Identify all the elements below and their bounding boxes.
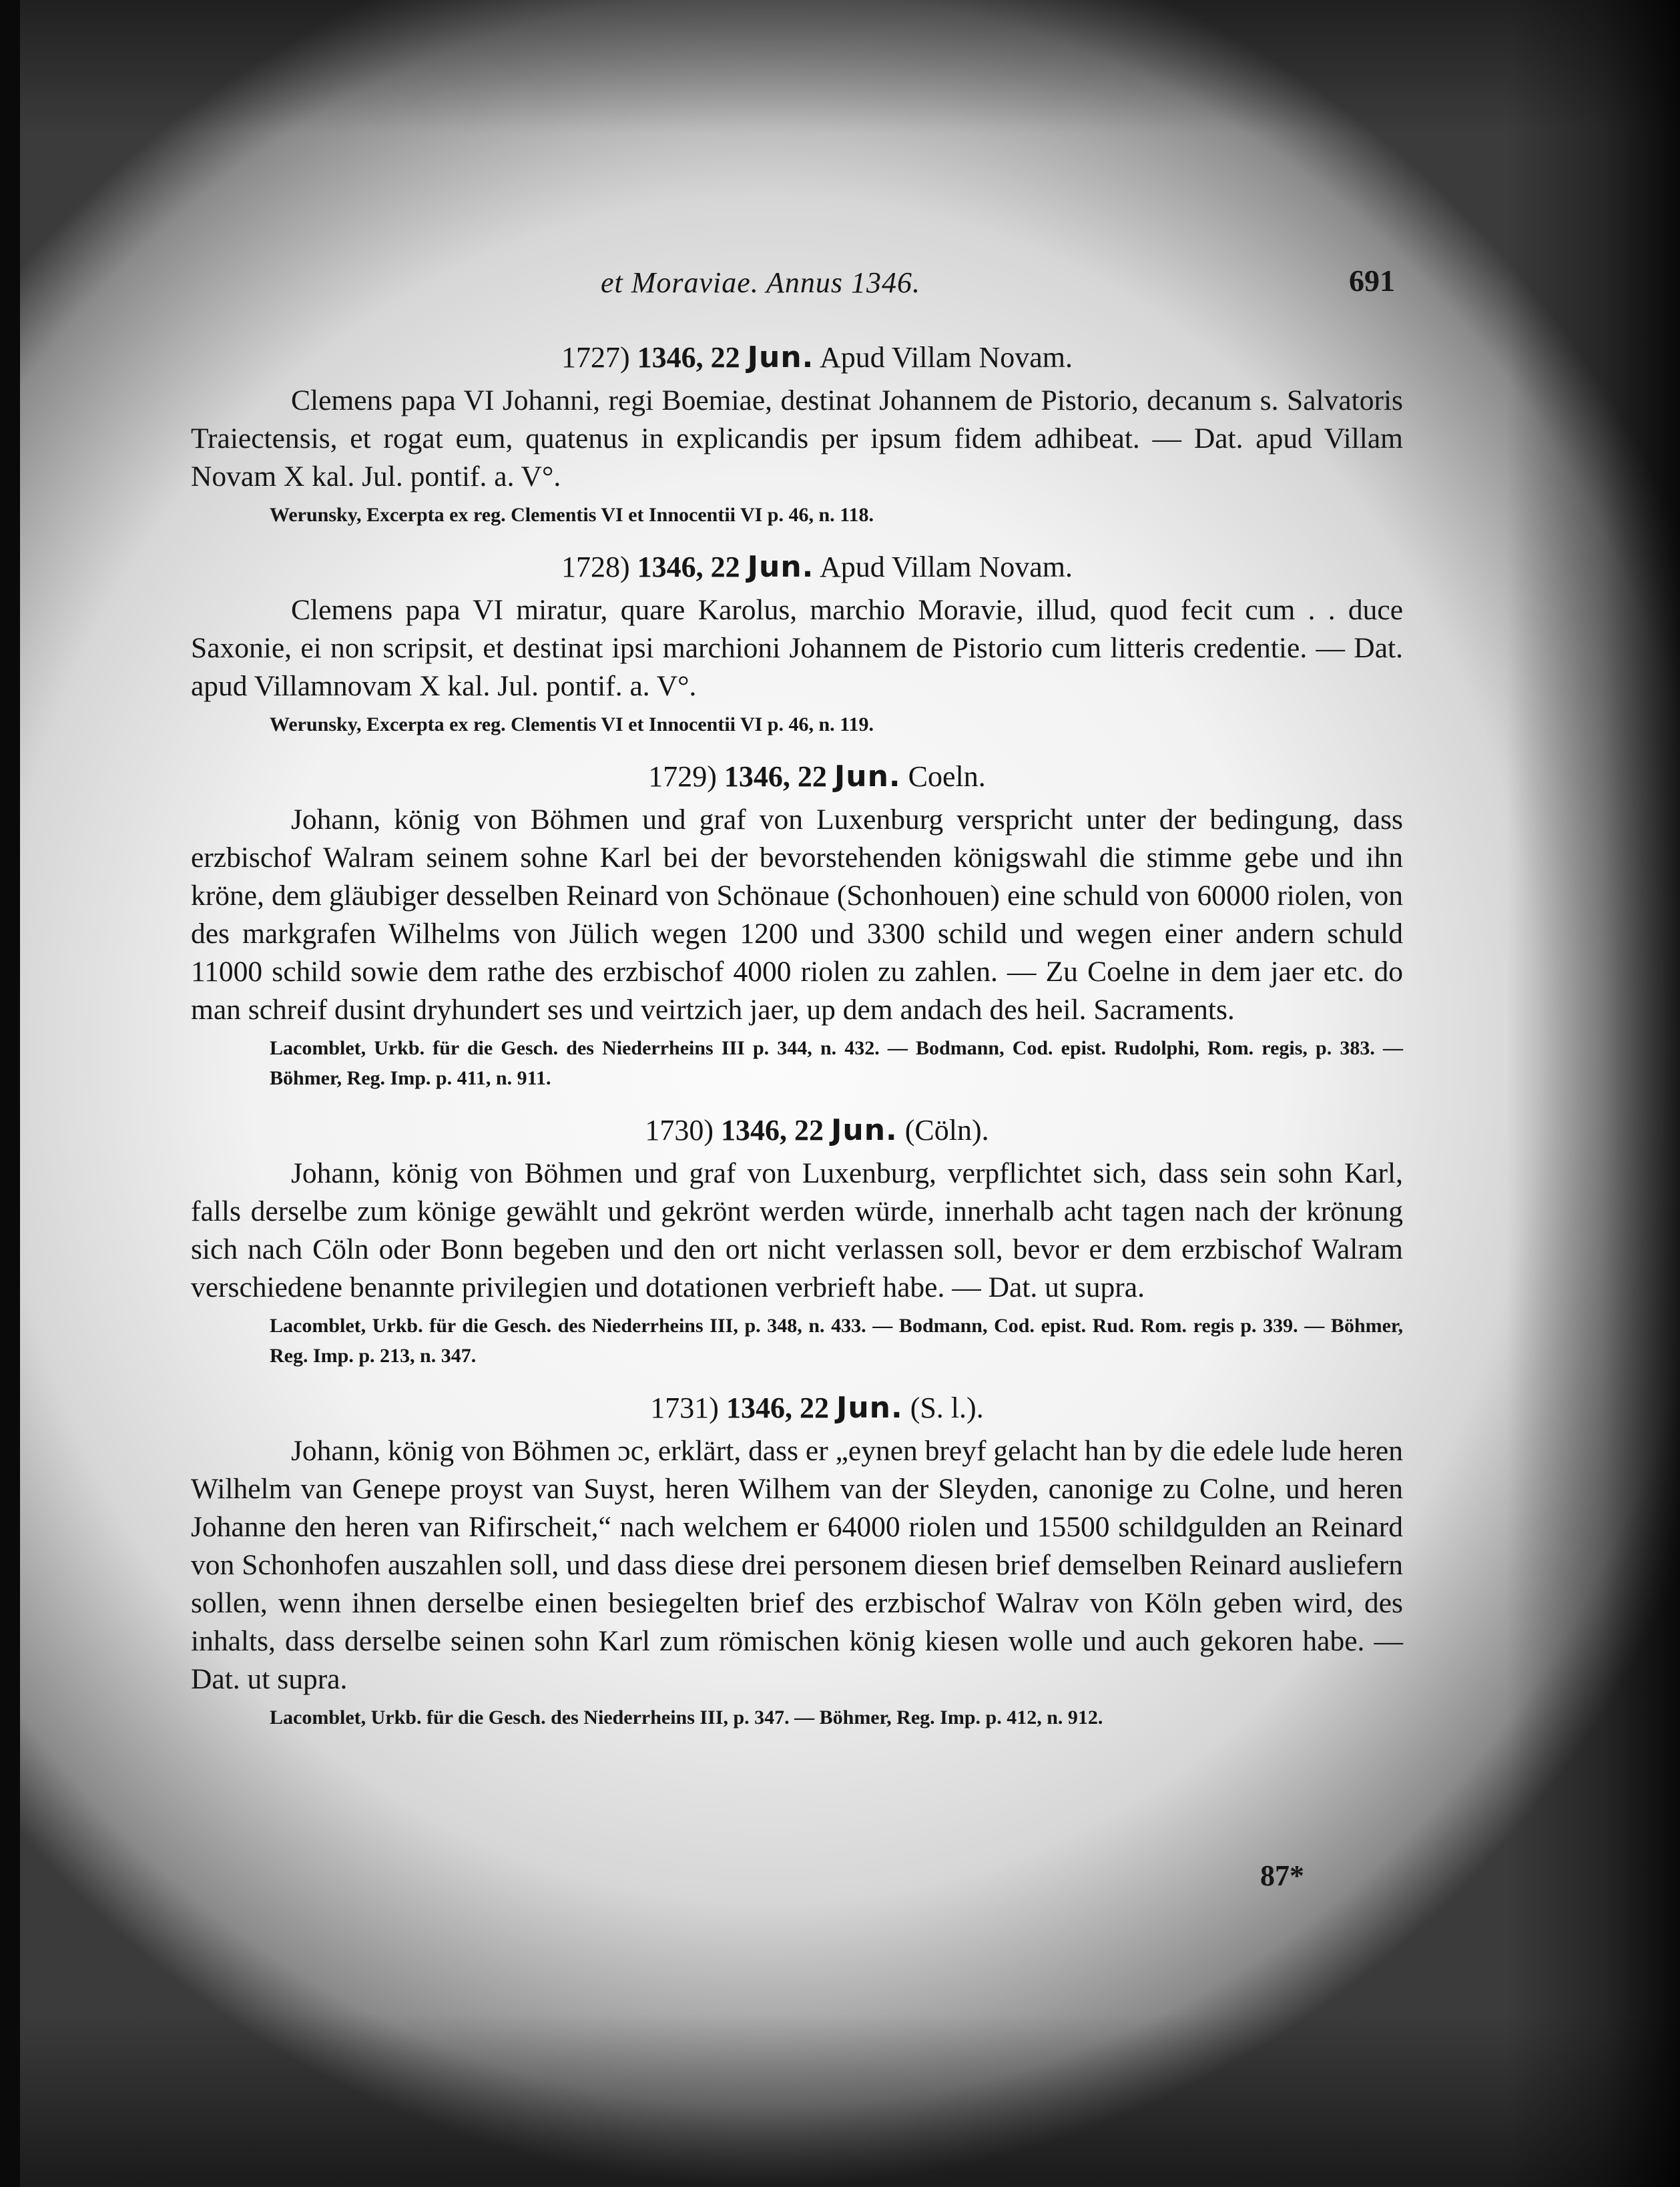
entry-number: 1731)	[650, 1391, 719, 1424]
entry-heading	[191, 547, 1403, 587]
entry-month: Jun.	[747, 550, 814, 584]
entry-place: Apud Villam Novam.	[819, 341, 1073, 374]
entry-body: Johann, könig von Böhmen und graf von Luxenburg, verpflichtet sich, dass sein sohn Karl, falls derselbe zum könige gewählt und gekrönt werden würde, innerhalb acht tagen nach der krönung sich nach Cöln oder Bonn begeben und den ort nicht verlassen soll, bevor er dem erzbischof Walram verschiedene benannte privilegien und dotationen verbrieft habe. — Dat. ut supra.	[191, 1157, 1403, 1303]
entry-month: Jun.	[836, 1391, 903, 1425]
entry-number: 1727)	[561, 341, 630, 374]
entry-1727	[191, 338, 1403, 530]
entry-place: (S. l.).	[910, 1391, 984, 1424]
entry-place: Apud Villam Novam.	[819, 551, 1073, 583]
page-number: 691	[1349, 264, 1395, 298]
entry-number: 1729)	[648, 760, 717, 793]
entry-date: 1346, 22	[721, 1114, 824, 1147]
entry-heading	[191, 757, 1403, 797]
running-title: et Moraviae. Annus 1346.	[601, 266, 921, 299]
entry-number: 1730)	[645, 1114, 714, 1147]
entry-date: 1346, 22	[637, 551, 740, 583]
entry-source: Lacomblet, Urkb. für die Gesch. des Niederrheins III, p. 347. — Böhmer, Reg. Imp. p. 412, n. 912.	[270, 1706, 1103, 1729]
signature-mark: 87*	[1260, 1859, 1304, 1892]
entry-month: Jun.	[831, 1113, 898, 1147]
entry-heading	[191, 1111, 1403, 1151]
entry-date: 1346, 22	[637, 341, 740, 374]
entry-place: (Cöln).	[904, 1114, 989, 1147]
entry-body: Johann, könig von Böhmen und graf von Luxenburg verspricht unter der bedingung, dass erzbischof Walram seinem sohne Karl bei der bevorstehenden königswahl die stimme gebe und ihn kröne, dem gläubiger desselben Reinard von Schönaue (Schonhouen) eine schuld von 60000 riolen, von des markgrafen Wilhelms von Jülich wegen 1200 und 3300 schild und wegen einer andern schuld 11000 schild sowie dem rathe des erzbischof 4000 riolen zu zahlen. — Zu Coelne in dem jaer etc. do man schreif dusint dryhundert ses und veirtzich jaer, up dem andach des heil. Sacraments.	[191, 804, 1403, 1026]
regesta-entries	[191, 338, 1403, 1750]
entry-1730	[191, 1111, 1403, 1371]
scan-left-edge	[0, 0, 20, 2187]
entry-place: Coeln.	[908, 760, 986, 793]
entry-1729	[191, 757, 1403, 1093]
entry-month: Jun.	[747, 340, 814, 374]
scan-shadow-bottom	[20, 2013, 1680, 2187]
entry-heading	[191, 338, 1403, 378]
entry-body: Johann, könig von Böhmen ɔc, erklärt, dass er „eynen breyf gelacht han by die edele lude heren Wilhelm van Genepe proyst van Suyst, heren Wilhem van der Sleyden, canonige zu Colne, und heren Johanne den heren van Rifirscheit,“ nach welchem er 64000 riolen und 15500 schildgulden an Reinard von Schonhofen auszahlen soll, und dass diese drei personem diesen brief demselben Reinard ausliefern sollen, wenn ihnen derselbe einen besiegelten brief des erzbischof Walrav von Köln geben wird, des inhalts, dass derselbe seinen sohn Karl zum römischen könig kiesen wolle und auch gekoren habe. — Dat. ut supra.	[191, 1435, 1403, 1695]
entry-heading	[191, 1388, 1403, 1428]
entry-source: Lacomblet, Urkb. für die Gesch. des Niederrheins III, p. 348, n. 433. — Bodmann, Cod. epist. Rud. Rom. regis p. 339. — Böhmer, Reg. Imp. p. 213, n. 347.	[270, 1315, 1403, 1367]
scan-shadow-top	[20, 0, 1680, 133]
entry-source: Lacomblet, Urkb. für die Gesch. des Niederrheins III p. 344, n. 432. — Bodmann, Cod. epist. Rudolphi, Rom. regis, p. 383. — Böhmer, Reg. Imp. p. 411, n. 911.	[270, 1037, 1403, 1089]
entry-1728	[191, 547, 1403, 739]
entry-body: Clemens papa VI miratur, quare Karolus, marchio Moravie, illud, quod fecit cum . . duce Saxonie, ei non scripsit, et destinat ipsi marchioni Johannem de Pistorio cum litteris credentie. — Dat. apud Villamnovam X kal. Jul. pontif. a. V°.	[191, 594, 1403, 702]
scan-shadow-right	[1506, 0, 1680, 2187]
entry-month: Jun.	[834, 759, 901, 794]
entry-date: 1346, 22	[724, 760, 827, 793]
entry-body: Clemens papa VI Johanni, regi Boemiae, destinat Johannem de Pistorio, decanum s. Salvatoris Traiectensis, et rogat eum, quatenus in explicandis per ipsum fidem adhibeat. — Dat. apud Villam Novam X kal. Jul. pontif. a. V°.	[191, 384, 1403, 493]
entry-date: 1346, 22	[726, 1391, 829, 1424]
entry-source: Werunsky, Excerpta ex reg. Clementis VI et Innocentii VI p. 46, n. 119.	[270, 713, 874, 735]
running-head	[174, 266, 1395, 314]
entry-1731	[191, 1388, 1403, 1733]
entry-source: Werunsky, Excerpta ex reg. Clementis VI et Innocentii VI p. 46, n. 118.	[270, 504, 874, 526]
entry-number: 1728)	[561, 551, 630, 583]
